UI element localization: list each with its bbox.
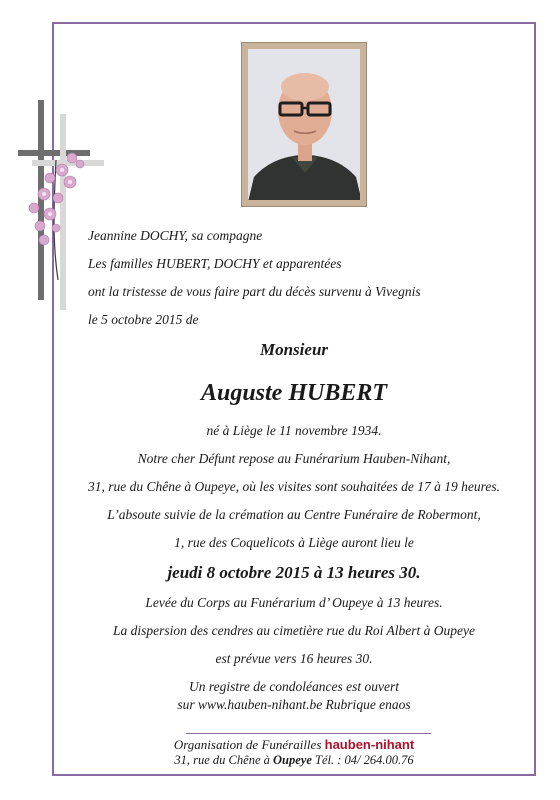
cross-with-orchid-icon <box>14 100 110 310</box>
intro-line-4: le 5 octobre 2015 de <box>88 312 199 327</box>
portrait-illustration <box>248 49 360 200</box>
after-line-2: La dispersion des cendres au cimetière rue du Roi Albert à Oupeye <box>112 623 476 638</box>
portrait-photo <box>248 49 360 200</box>
deceased-name: Auguste HUBERT <box>200 380 388 406</box>
body-line-4: 1, rue des Coquelicots à Liège auront lieu le <box>174 535 414 550</box>
after-line-3: est prévue vers 16 heures 30. <box>215 651 373 666</box>
addr-phone: Tél. : 04/ 264.00.76 <box>311 753 414 767</box>
ceremony-date: jeudi 8 octobre 2015 à 13 heures 30. <box>167 563 421 582</box>
body-line-2: 31, rue du Chêne à Oupeye, où les visites sont souhaitées de 17 à 19 heures. <box>88 479 500 494</box>
org-prefix: Organisation de Funérailles <box>173 737 325 752</box>
body-line-3: L’absoute suivie de la crémation au Centre Funéraire de Robermont, <box>107 507 481 522</box>
footer-address <box>52 753 536 768</box>
birth-info: né à Liège le 11 novembre 1934. <box>206 423 382 438</box>
footer-organisation <box>52 737 536 753</box>
addr-prefix: 31, rue du Chêne à <box>174 753 273 767</box>
after-line-4: Un registre de condoléances est ouvert <box>188 679 400 694</box>
after-line-1: Levée du Corps au Funérarium d’ Oupeye à 13 heures. <box>145 595 443 610</box>
intro-line-1: Jeannine DOCHY, sa compagne <box>88 228 263 243</box>
portrait-frame <box>241 42 367 207</box>
brand-logo: hauben-nihant <box>324 737 415 752</box>
intro-line-2: Les familles HUBERT, DOCHY et apparentées <box>88 256 342 271</box>
addr-town: Oupeye <box>273 753 312 767</box>
honorific: Monsieur <box>259 340 329 359</box>
body-line-1: Notre cher Défunt repose au Funérarium Hauben-Nihant, <box>137 451 451 466</box>
footer-divider <box>186 733 431 734</box>
intro-line-3: ont la tristesse de vous faire part du décès survenu à Vivegnis <box>88 284 421 299</box>
after-line-5: sur www.hauben-nihant.be Rubrique enaos <box>177 697 411 712</box>
